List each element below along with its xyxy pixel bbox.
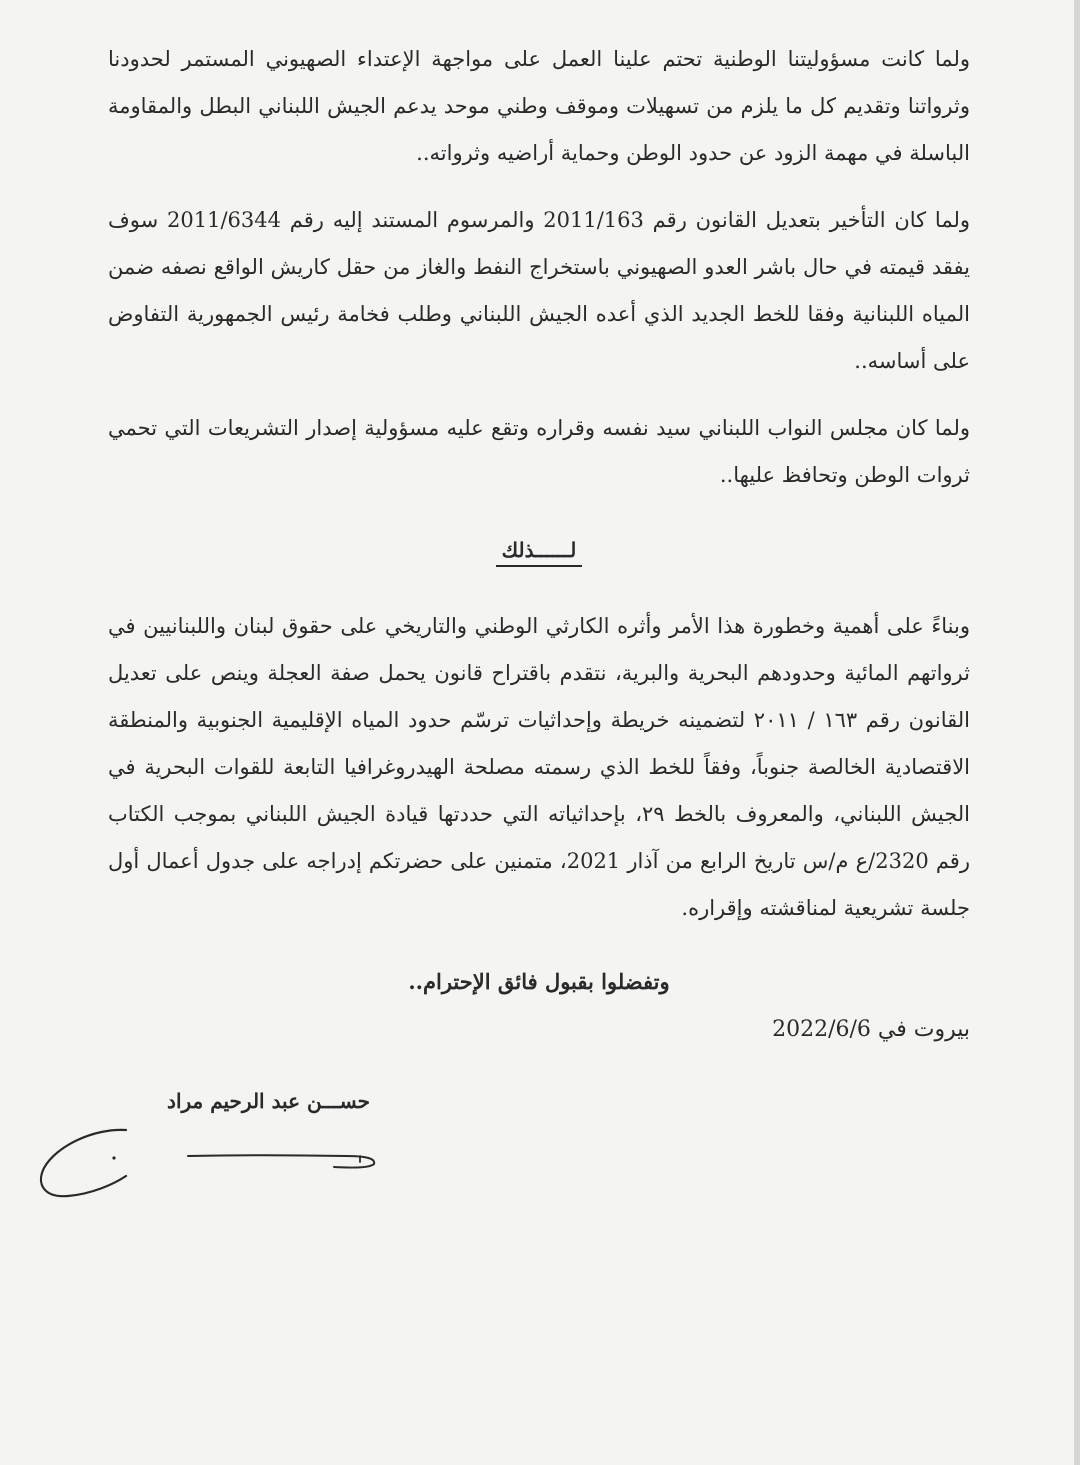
signer-name: حســـن عبد الرحيم مراد	[167, 1089, 370, 1113]
paragraph-proposal: وبناءً على أهمية وخطورة هذا الأمر وأثره الكارثي الوطني والتاريخي على حقوق لبنان واللبنانيين في ثرواتهم المائية وحدودهم البحرية والبرية، نتقدم باقتراح قانون يحمل صفة العجلة وينص على تعديل القانون رقم ١٦٣ / ٢٠١١ لتضمينه خريطة وإحداثيات ترسّم حدود المياه الإقليمية الجنوبية والمنطقة الاقتصادية الخالصة جنوباً، وفقاً للخط الذي رسمته مصلحة الهيدروغرافيا التابعة للقوات البحرية في الجيش اللبناني، والمعروف بالخط ٢٩، بإحداثياته التي حددتها قيادة الجيش اللبناني بموجب الكتاب رقم 2320/ع م/س تاريخ الرابع من آذار 2021، متمنين على حضرتكم إدراجه على جدول أعمال أول جلسة تشريعية لمناقشته وإقراره.	[108, 614, 970, 920]
section-heading: لــــــذلك	[496, 537, 583, 567]
place-and-date: بيروت في 2022/6/6	[772, 1017, 970, 1042]
paragraph-parliament: ولما كان مجلس النواب اللبناني سيد نفسه وقراره وتقع عليه مسؤولية إصدار التشريعات التي تحمي ثروات الوطن وتحافظ عليها..	[108, 416, 970, 487]
heading-wrapper	[108, 537, 970, 567]
document-body	[108, 36, 970, 1002]
handwritten-signature	[34, 1118, 394, 1218]
paragraph-law-delay: ولما كان التأخير بتعديل القانون رقم 2011/163 والمرسوم المستند إليه رقم 2011/6344 سوف يفقد قيمته في حال باشر العدو الصهيوني باستخراج النفط والغاز من حقل كاريش الواقع نصفه ضمن المياه اللبنانية وفقا للخط الجديد الذي أعده الجيش اللبناني وطلب فخامة رئيس الجمهورية التفاوض على أساسه..	[108, 208, 971, 373]
closing-salutation: وتفضلوا بقبول فائق الإحترام..	[408, 969, 670, 994]
paragraph-responsibility: ولما كانت مسؤوليتنا الوطنية تحتم علينا العمل على مواجهة الإعتداء الصهيوني المستمر لحدودنا وثرواتنا وتقديم كل ما يلزم من تسهيلات وموقف وطني موحد يدعم الجيش اللبناني البطل والمقاومة الباسلة في مهمة الزود عن حدود الوطن وحماية أراضيه وثرواته..	[108, 47, 970, 165]
